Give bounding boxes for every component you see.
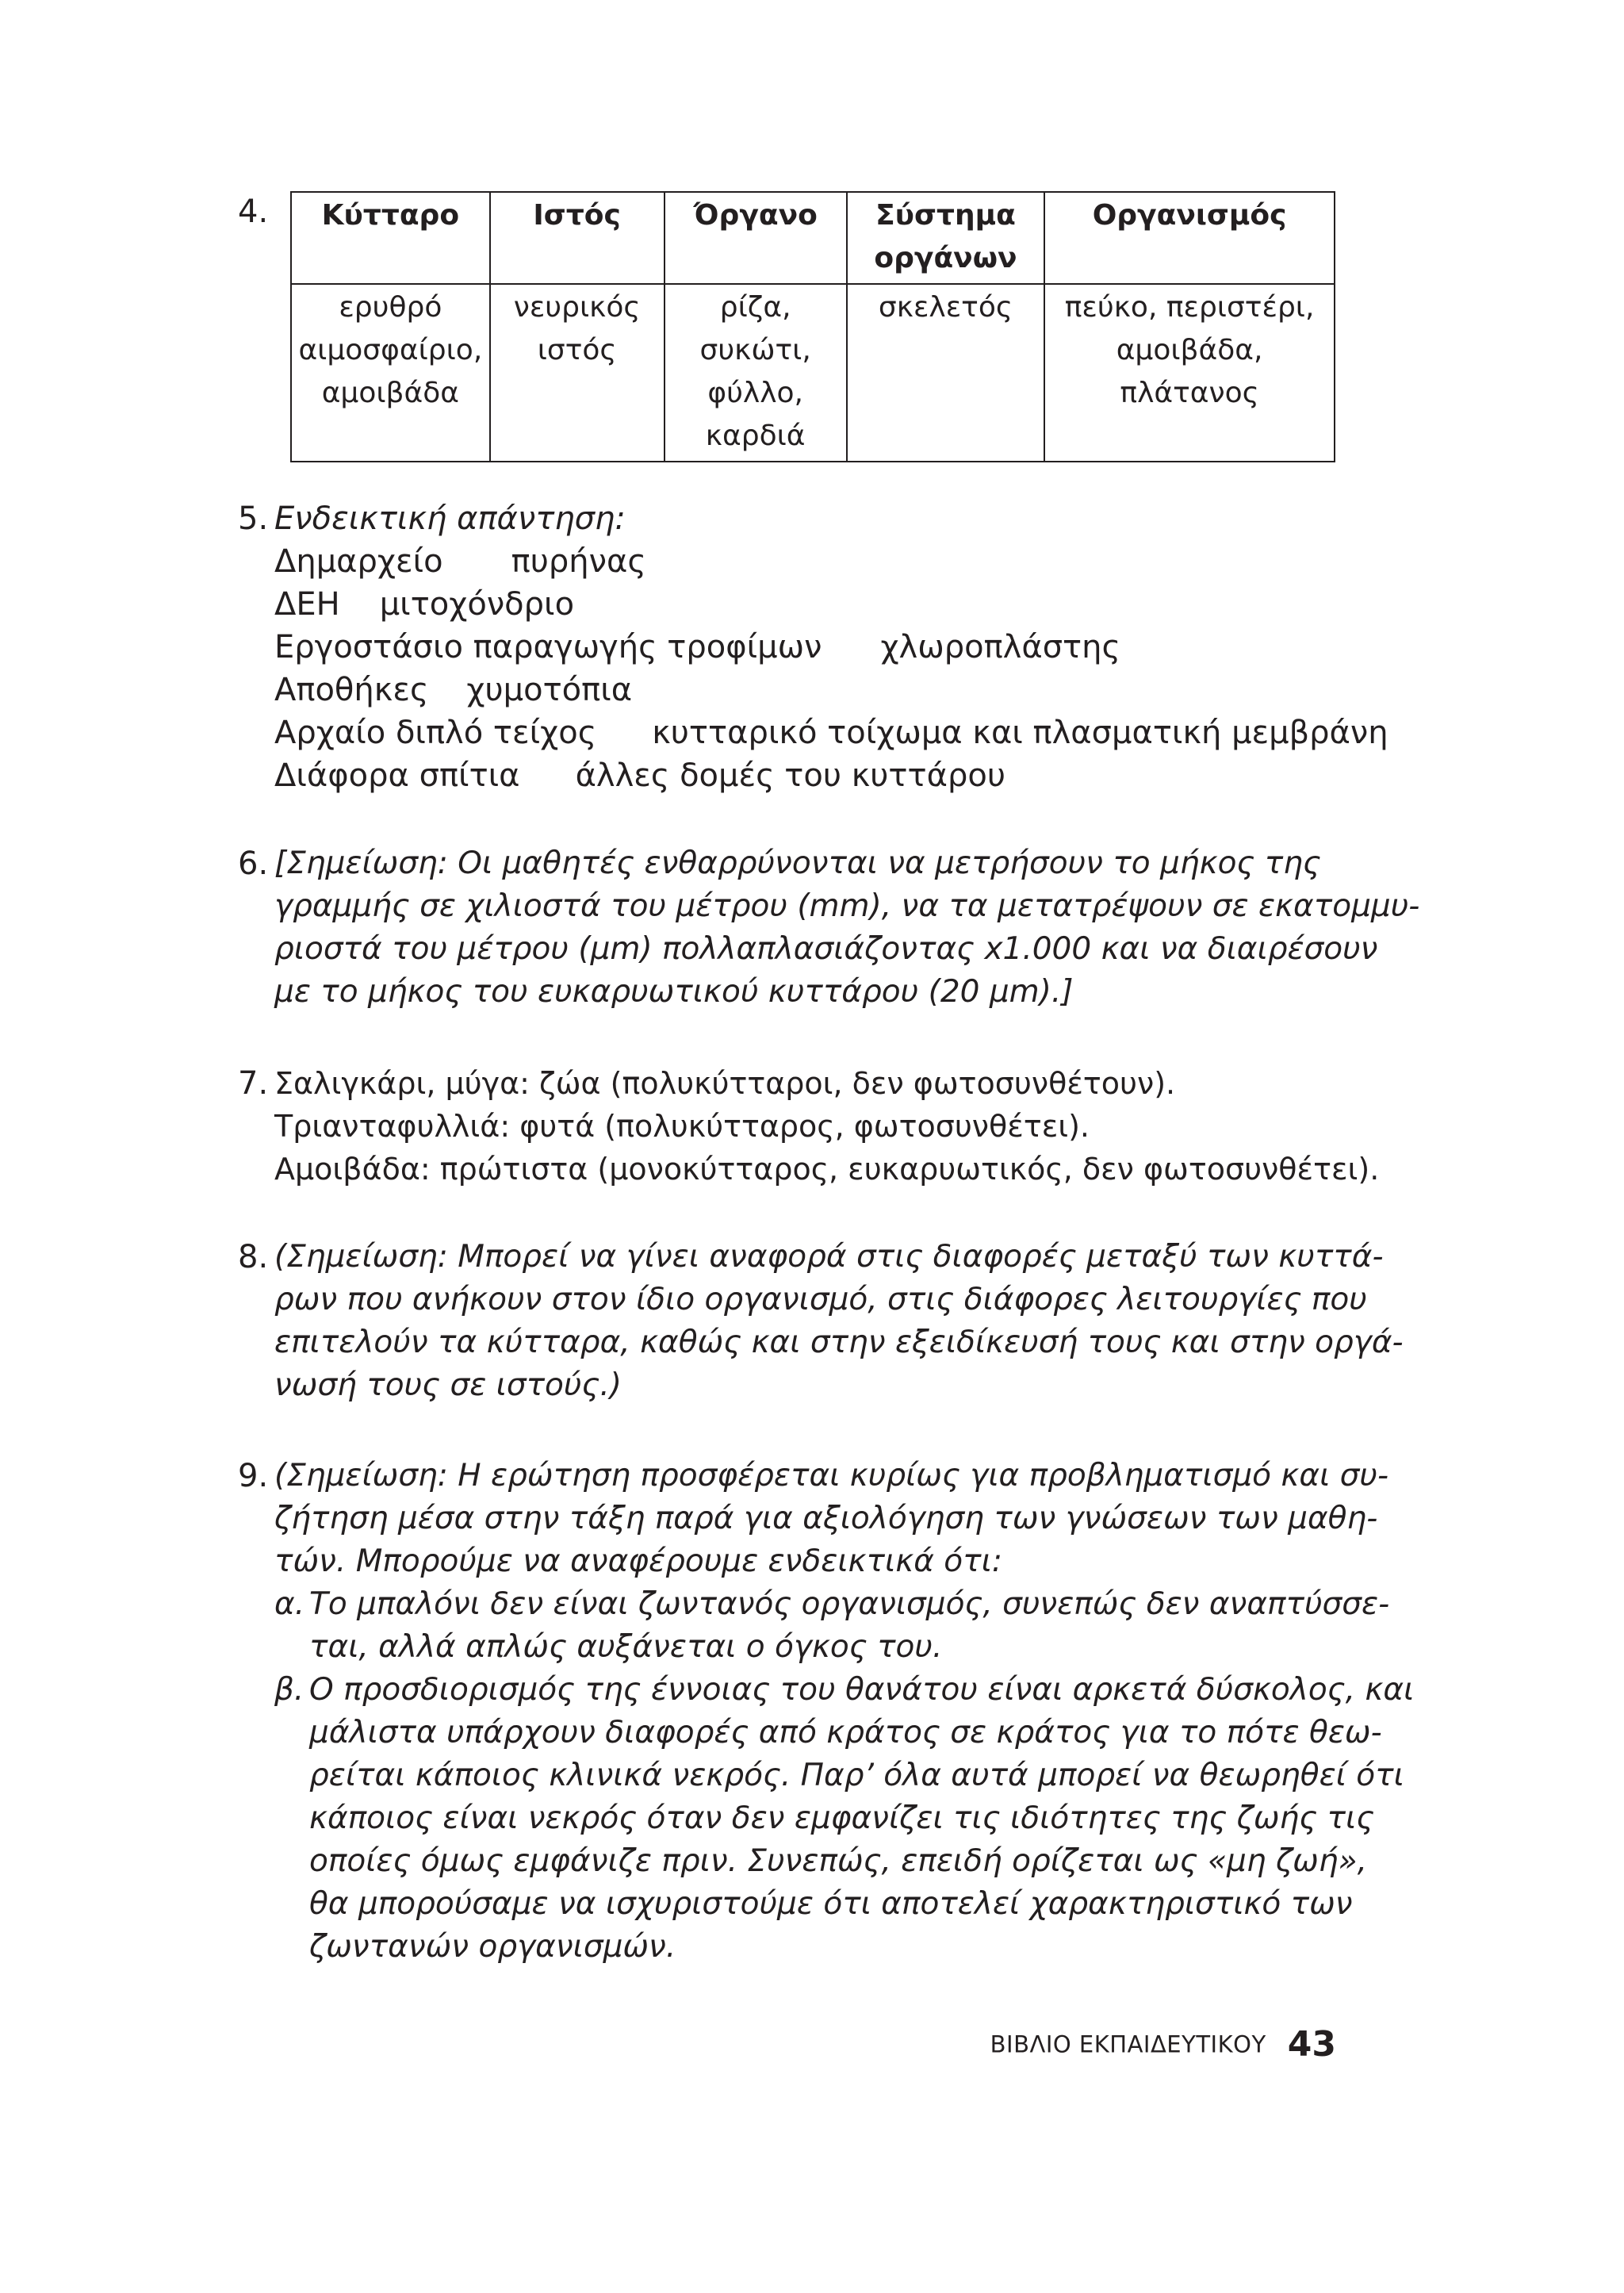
- text-line: Αμοιβάδα: πρώτιστα (μονοκύτταρος, ευκαρυωτικός, δεν φωτοσυνθέτει).: [274, 1152, 1380, 1187]
- list-item: Δημαρχείο πυρήνας: [274, 543, 646, 580]
- book-title: ΒΙΒΛΙΟ ΕΚΠΑΙΔΕΥΤΙΚΟΥ: [990, 2030, 1266, 2058]
- header-cell: Κύτταρο: [291, 192, 490, 284]
- question-6-note: [274, 842, 1420, 1014]
- text-line: ριοστά του μέτρου (μm) πολλαπλασιάζοντας x1.000 και να διαιρέσουν: [274, 931, 1378, 967]
- header-tissue: Ιστός: [490, 192, 665, 284]
- header-organism: Οργανισμός: [1044, 192, 1335, 284]
- question-9-note: [274, 1455, 1389, 1583]
- question-9-a-label: α.: [274, 1586, 305, 1622]
- text-line: ρων που ανήκουν στον ίδιο οργανισμό, στις διάφορες λειτουργίες που: [274, 1282, 1367, 1317]
- question-7-number: 7.: [238, 1065, 269, 1102]
- text-line: Ο προσδιορισμός της έννοιας του θανάτου είναι αρκετά δύσκολος, και: [309, 1672, 1415, 1708]
- list-item: Εργοστάσιο παραγωγής τροφίμων χλωροπλάστης: [274, 629, 1120, 665]
- organism-examples: πεύκο, περιστέρι, αμοιβάδα, πλάτανος: [1044, 284, 1335, 462]
- list-item: Αποθήκες χυμοτόπια: [274, 672, 633, 708]
- question-9-a-text: [309, 1583, 1390, 1669]
- question-4-number: 4.: [238, 194, 269, 230]
- cell-examples: ερυθρό αιμοσφαίριο, αμοιβάδα: [291, 284, 490, 462]
- question-8-note: [274, 1236, 1404, 1407]
- text-line: νωσή τους σε ιστούς.): [274, 1367, 622, 1403]
- analogy-list: [274, 540, 1388, 797]
- text-line: ζωντανών οργανισμών.: [309, 1929, 676, 1965]
- list-item: Διάφορα σπίτια άλλες δομές του κυττάρου: [274, 757, 1005, 794]
- list-item: ΔΕΗ μιτοχόνδριο: [274, 586, 575, 623]
- question-9-number: 9.: [238, 1458, 269, 1494]
- text-line: [Σημείωση: Οι μαθητές ενθαρρύνονται να μετρήσουν το μήκος της: [274, 845, 1321, 881]
- text-line: (Σημείωση: Μπορεί να γίνει αναφορά στις διαφορές μεταξύ των κυττά-: [274, 1239, 1384, 1275]
- question-8-number: 8.: [238, 1239, 269, 1275]
- text-line: ται, αλλά απλώς αυξάνεται ο όγκος του.: [309, 1629, 943, 1665]
- text-line: Το μπαλόνι δεν είναι ζωντανός οργανισμός, συνεπώς δεν αναπτύσσε-: [309, 1586, 1390, 1622]
- tissue-examples: νευρικός ιστός: [490, 284, 665, 462]
- table-header-row: [291, 192, 1335, 284]
- header-organ-system: Σύστημα οργάνων: [847, 192, 1044, 284]
- table-row: [291, 284, 1335, 462]
- text-line: γραμμής σε χιλιοστά του μέτρου (mm), να τα μετατρέψουν σε εκατομμυ-: [274, 888, 1420, 924]
- text-line: τών. Μπορούμε να αναφέρουμε ενδεικτικά ότι:: [274, 1543, 1002, 1579]
- question-9-b-label: β.: [274, 1672, 304, 1708]
- question-9-b-text: [309, 1669, 1415, 1969]
- text-line: ρείται κάποιος κλινικά νεκρός. Παρ’ όλα αυτά μπορεί να θεωρηθεί ότι: [309, 1758, 1404, 1793]
- text-line: ζήτηση μέσα στην τάξη παρά για αξιολόγηση των γνώσεων των μαθη-: [274, 1501, 1378, 1536]
- question-7-answer: [274, 1062, 1380, 1191]
- cell-hierarchy-table: [290, 191, 1335, 462]
- text-line: επιτελούν τα κύτταρα, καθώς και στην εξειδίκευσή τους και στην οργά-: [274, 1325, 1404, 1360]
- text-line: (Σημείωση: Η ερώτηση προσφέρεται κυρίως για προβληματισμό και συ-: [274, 1458, 1389, 1494]
- organ-system-examples: σκελετός: [847, 284, 1044, 462]
- list-item: Αρχαίο διπλό τείχος κυτταρικό τοίχωμα και πλασματική μεμβράνη: [274, 715, 1388, 751]
- organ-examples: ρίζα, συκώτι, φύλλο, καρδιά: [665, 284, 847, 462]
- header-organ: Όργανο: [665, 192, 847, 284]
- text-line: με το μήκος του ευκαρυωτικού κυττάρου (20 μm).]: [274, 974, 1074, 1010]
- question-5-intro: Ενδεικτική απάντηση:: [274, 500, 626, 537]
- text-line: θα μπορούσαμε να ισχυριστούμε ότι αποτελεί χαρακτηριστικό των: [309, 1886, 1353, 1922]
- text-line: μάλιστα υπάρχουν διαφορές από κράτος σε κράτος για το πότε θεω-: [309, 1715, 1382, 1750]
- text-line: Σαλιγκάρι, μύγα: ζώα (πολυκύτταροι, δεν φωτοσυνθέτουν).: [274, 1066, 1176, 1101]
- text-line: κάποιος είναι νεκρός όταν δεν εμφανίζει τις ιδιότητες της ζωής τις: [309, 1800, 1375, 1836]
- text-line: Τριανταφυλλιά: φυτά (πολυκύτταρος, φωτοσυνθέτει).: [274, 1109, 1090, 1144]
- page-footer: [975, 2024, 1336, 2065]
- question-5-number: 5.: [238, 500, 269, 537]
- text-line: οποίες όμως εμφάνιζε πριν. Συνεπώς, επειδή ορίζεται ως «μη ζωή»,: [309, 1843, 1367, 1879]
- page-number: 43: [1287, 2024, 1336, 2065]
- question-6-number: 6.: [238, 845, 269, 882]
